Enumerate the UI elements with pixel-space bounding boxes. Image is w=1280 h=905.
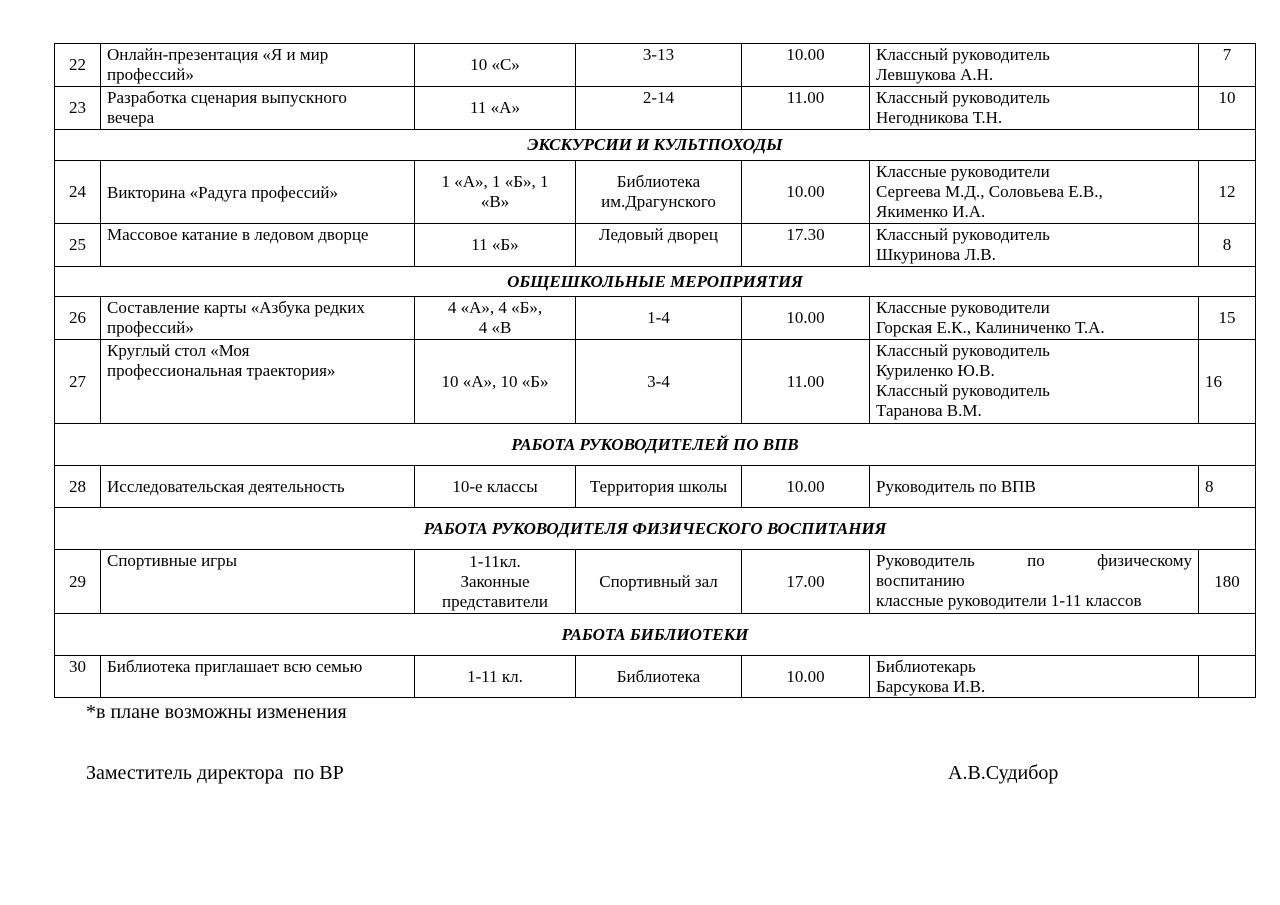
time-cell: 10.00 bbox=[742, 297, 870, 340]
event-name: Круглый стол «Моя профессиональная траектория» bbox=[101, 340, 415, 424]
section-heading: РАБОТА РУКОВОДИТЕЛЯ ФИЗИЧЕСКОГО ВОСПИТАНИЯ bbox=[55, 508, 1256, 550]
table-row bbox=[55, 550, 1256, 614]
class-cell: 1-11 кл. bbox=[415, 656, 576, 698]
class-cell: 4 «А», 4 «Б», 4 «В bbox=[415, 297, 576, 340]
table-row bbox=[55, 656, 1256, 698]
participants-count: 8 bbox=[1199, 224, 1256, 267]
place-cell: Спортивный зал bbox=[576, 550, 742, 614]
section-heading: РАБОТА БИБЛИОТЕКИ bbox=[55, 614, 1256, 656]
responsible-cell: Библиотекарь Барсукова И.В. bbox=[870, 656, 1199, 698]
time-cell: 17.00 bbox=[742, 550, 870, 614]
section-row bbox=[55, 614, 1256, 656]
row-number: 26 bbox=[55, 297, 101, 340]
events-table bbox=[54, 43, 1256, 698]
section-row bbox=[55, 424, 1256, 466]
table-row bbox=[55, 297, 1256, 340]
participants-count: 10 bbox=[1199, 87, 1256, 130]
class-cell: 10 «А», 10 «Б» bbox=[415, 340, 576, 424]
event-name: Составление карты «Азбука редких профессий» bbox=[101, 297, 415, 340]
signature-name: А.В.Судибор bbox=[948, 762, 1059, 784]
place-cell: 1-4 bbox=[576, 297, 742, 340]
section-heading: РАБОТА РУКОВОДИТЕЛЕЙ ПО ВПВ bbox=[55, 424, 1256, 466]
participants-count: 16 bbox=[1199, 340, 1256, 424]
row-number: 22 bbox=[55, 44, 101, 87]
class-cell: 11 «Б» bbox=[415, 224, 576, 267]
time-cell: 17.30 bbox=[742, 224, 870, 267]
participants-count bbox=[1199, 656, 1256, 698]
event-name: Викторина «Радуга профессий» bbox=[101, 161, 415, 224]
time-cell: 11.00 bbox=[742, 87, 870, 130]
class-cell: 1 «А», 1 «Б», 1 «В» bbox=[415, 161, 576, 224]
event-name: Разработка сценария выпускного вечера bbox=[101, 87, 415, 130]
place-cell: Библиотека bbox=[576, 656, 742, 698]
time-cell: 11.00 bbox=[742, 340, 870, 424]
responsible-cell: Классные руководители Горская Е.К., Калиниченко Т.А. bbox=[870, 297, 1199, 340]
table-row bbox=[55, 340, 1256, 424]
table-row bbox=[55, 466, 1256, 508]
event-name: Библиотека приглашает всю семью bbox=[101, 656, 415, 698]
event-name: Исследовательская деятельность bbox=[101, 466, 415, 508]
signature-role: Заместитель директора по ВР bbox=[86, 762, 344, 784]
time-cell: 10.00 bbox=[742, 44, 870, 87]
responsible-cell: Классные руководители Сергеева М.Д., Соловьева Е.В., Якименко И.А. bbox=[870, 161, 1199, 224]
place-cell: Ледовый дворец bbox=[576, 224, 742, 267]
place-cell: 3-4 bbox=[576, 340, 742, 424]
row-number: 25 bbox=[55, 224, 101, 267]
class-cell: 1-11кл. Законные представители bbox=[415, 550, 576, 614]
event-name: Онлайн-презентация «Я и мир профессий» bbox=[101, 44, 415, 87]
place-cell: Территория школы bbox=[576, 466, 742, 508]
time-cell: 10.00 bbox=[742, 656, 870, 698]
responsible-cell: Классный руководитель Негодникова Т.Н. bbox=[870, 87, 1199, 130]
participants-count: 15 bbox=[1199, 297, 1256, 340]
changes-note: *в плане возможны изменения bbox=[86, 701, 347, 723]
row-number: 28 bbox=[55, 466, 101, 508]
section-heading: ЭКСКУРСИИ И КУЛЬТПОХОДЫ bbox=[55, 130, 1256, 161]
responsible-cell: Классный руководитель Левшукова А.Н. bbox=[870, 44, 1199, 87]
section-row bbox=[55, 267, 1256, 297]
time-cell: 10.00 bbox=[742, 466, 870, 508]
participants-count: 12 bbox=[1199, 161, 1256, 224]
place-cell: Библиотека им.Драгунского bbox=[576, 161, 742, 224]
table-row bbox=[55, 44, 1256, 87]
responsible-cell: Классный руководитель Куриленко Ю.В. Классный руководитель Таранова В.М. bbox=[870, 340, 1199, 424]
row-number: 24 bbox=[55, 161, 101, 224]
participants-count: 8 bbox=[1199, 466, 1256, 508]
participants-count: 180 bbox=[1199, 550, 1256, 614]
table-row bbox=[55, 161, 1256, 224]
section-row bbox=[55, 508, 1256, 550]
responsible-cell: Руководитель по физическому воспитанию классные руководители 1-11 классов bbox=[870, 550, 1199, 614]
row-number: 29 bbox=[55, 550, 101, 614]
class-cell: 10 «С» bbox=[415, 44, 576, 87]
time-cell: 10.00 bbox=[742, 161, 870, 224]
responsible-cell: Руководитель по ВПВ bbox=[870, 466, 1199, 508]
place-cell: 3-13 bbox=[576, 44, 742, 87]
row-number: 30 bbox=[55, 656, 101, 698]
section-row bbox=[55, 130, 1256, 161]
table-row bbox=[55, 224, 1256, 267]
participants-count: 7 bbox=[1199, 44, 1256, 87]
event-name: Массовое катание в ледовом дворце bbox=[101, 224, 415, 267]
section-heading: ОБЩЕШКОЛЬНЫЕ МЕРОПРИЯТИЯ bbox=[55, 267, 1256, 297]
class-cell: 10-е классы bbox=[415, 466, 576, 508]
place-cell: 2-14 bbox=[576, 87, 742, 130]
row-number: 23 bbox=[55, 87, 101, 130]
class-cell: 11 «А» bbox=[415, 87, 576, 130]
row-number: 27 bbox=[55, 340, 101, 424]
event-name: Спортивные игры bbox=[101, 550, 415, 614]
responsible-cell: Классный руководитель Шкуринова Л.В. bbox=[870, 224, 1199, 267]
table-row bbox=[55, 87, 1256, 130]
